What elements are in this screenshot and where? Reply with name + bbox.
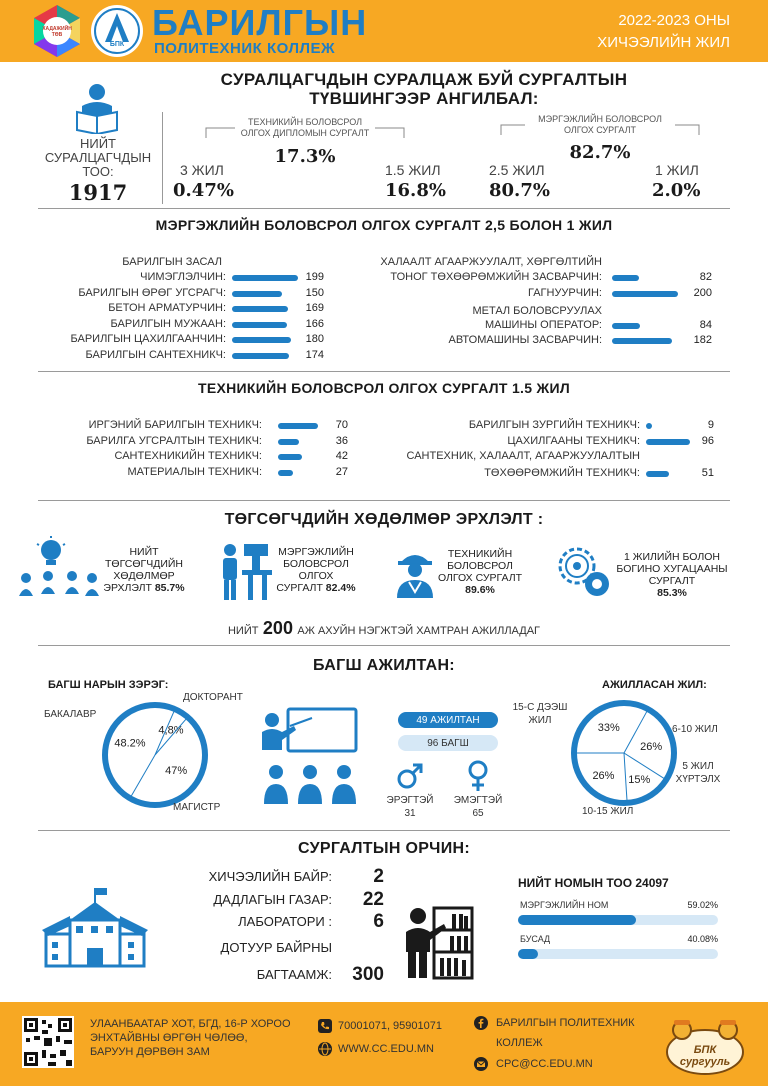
bar-value: 84 [699,319,712,331]
voc-group-label: МЭРГЭЖЛИЙН БОЛОВСРОЛ ОЛГОХ СУРГАЛТ [538,114,662,135]
tech-3y-pct: 0.47% [173,180,234,201]
employment-item-4: 1 ЖИЛИЙН БОЛОН БОГИНО ХУГАЦААНЫ СУРГАЛТ 85.3% [616,551,728,599]
tech-15y-label: 1.5 ЖИЛ [385,162,441,178]
librarian-icon [402,904,474,980]
voc-group-pct: 82.7% [569,142,631,163]
environment-label: ХИЧЭЭЛИЙН БАЙР: [208,869,332,884]
book-label: МЭРГЭЖЛИЙН НОМ [520,900,609,910]
bar-label: МАТЕРИАЛЫН ТЕХНИКЧ: [127,466,262,479]
bar-value: 96 [701,435,714,447]
degree-title: БАГШ НАРЫН ЗЭРЭГ: [48,679,169,691]
book-pct: 40.08% [687,934,718,944]
years-pie-chart [568,697,680,809]
email-icon [474,1057,488,1071]
teachers-pill: 96 БАГШ [398,735,498,751]
bar-fill [612,323,640,329]
bar-label: БАРИЛГЫН МУЖААН: [110,317,226,330]
pie-slice-divider [130,755,155,798]
technical-title: ТЕХНИКИЙН БОЛОВСРОЛ ОЛГОХ СУРГАЛТ 1.5 ЖИЛ [198,380,570,396]
bar-value: 199 [305,271,324,283]
vocational-title: МЭРГЭЖЛИЙН БОЛОВСРОЛ ОЛГОХ СУРГАЛТ 2,5 БОЛОН 1 ЖИЛ [155,217,613,233]
facebook-link[interactable]: БАРИЛГЫН ПОЛИТЕХНИК [496,1017,635,1029]
bar-fill [278,439,299,445]
tech-right-header: САНТЕХНИК, ХАЛААЛТ, АГААРЖУУЛАЛТЫН [406,450,640,462]
pie-slice-label: 48.2% [114,737,146,750]
facebook-link-2[interactable]: КОЛЛЕЖ [496,1037,543,1049]
lightbulb-people-icon [18,536,100,598]
tech-15y-pct: 16.8% [385,180,446,201]
bar-label: БАРИЛГА УГСРАЛТЫН ТЕХНИКЧ: [86,434,262,447]
partners-line: НИЙТ 200 АЖ АХУЙН НЭГЖТЭЙ ХАМТРАН АЖИЛЛАДАГ [227,618,540,638]
environment-value: 6 [373,911,384,932]
brand-subtitle: ПОЛИТЕХНИК КОЛЛЕЖ [154,40,336,57]
qr-code-icon[interactable] [22,1016,74,1068]
voc-1y-pct: 2.0% [652,180,701,201]
academic-year: 2022-2023 ОНЫ [618,12,730,29]
teacher-board-icon [260,706,360,806]
bar-value: 150 [305,286,324,299]
hadaj-logo-text: ХАДАЖИЙН ТӨВ [42,26,72,38]
voc-25y-label: 2.5 ЖИЛ [489,162,545,178]
bar-value: 182 [693,334,712,346]
environment-value: 2 [373,866,384,887]
pie-slice-divider [624,753,627,803]
bar-value: 200 [693,287,712,299]
pie-slice-label: 33% [597,722,620,735]
voc-right-header: ХАЛААЛТ АГААРЖУУЛАЛТ, ХӨРГӨЛТИЙН [380,256,602,268]
pie-slice-label: 47% [165,765,188,778]
brand-title: БАРИЛГЫН [152,2,368,43]
phone-icon [318,1019,332,1033]
voc-right-mid-header: МЕТАЛ БОЛОВСРУУЛАХ [472,305,602,317]
bar-fill [232,353,289,359]
bar-label: БАРИЛГЫН САНТЕХНИКЧ: [85,348,226,361]
book-track [518,949,718,959]
book-fill [518,949,538,959]
bar-label: БАРИЛГЫН ЗУРГИЙН ТЕХНИКЧ: [468,419,640,431]
bar-label: ТОНОГ ТӨХӨӨРӨМЖИЙН ЗАСВАРЧИН: [390,271,602,283]
employment-item-1: НИЙТ ТӨГСӨГЧДИЙН ХӨДӨЛМӨР ЭРХЛЭЛТ 85.7% [103,546,185,594]
email-link[interactable]: CPC@CC.EDU.MN [496,1058,593,1070]
book-fill [518,915,636,925]
bar-label: ЦАХИЛГААНЫ ТЕХНИКЧ: [507,435,640,447]
bar-fill [232,322,287,328]
years-label-over15: 15-С ДЭЭШ ЖИЛ [512,702,568,726]
bar-fill [646,423,652,429]
tech-group-bracket [205,127,405,139]
female-value: 65 [472,808,484,819]
bar-value: 174 [305,348,324,361]
tech-3y-label: 3 ЖИЛ [180,162,224,178]
degree-pie-chart [100,700,210,810]
years-label-upto5: 5 ЖИЛ ХҮРТЭЛХ [675,761,721,785]
college-emblem-text: БПК [109,41,125,48]
male-label: ЭРЭГТЭЙ [386,795,434,806]
machine-operator-icon [218,540,274,602]
books-title: НИЙТ НОМЫН ТОО 24097 [518,876,669,890]
pie-slice-label: 15% [628,773,651,786]
college-emblem-icon [90,4,144,58]
degree-label-master: МАГИСТР [173,802,221,813]
divider-vertical [162,112,163,204]
environment-value: 22 [362,889,384,910]
bar-label: САНТЕХНИКИЙН ТЕХНИКЧ: [114,450,262,463]
bar-value: 70 [335,419,348,431]
bar-fill [612,275,639,281]
total-students-label: НИЙТ СУРАЛЦАГЧДЫН ТОО: [44,136,152,179]
divider-2 [38,371,730,372]
phone-text[interactable]: 70001071, 95901071 [338,1020,442,1032]
pie-slice-label: 26% [640,741,663,754]
environment-label: ДАДЛАГЫН ГАЗАР: [213,892,332,907]
bar-fill [278,454,302,460]
bar-value: 27 [335,466,348,479]
bar-label: БАРИЛГЫН ӨРӨГ УГСРАГЧ: [78,286,226,299]
facebook-icon [474,1016,488,1030]
bar-label: ИРГЭНИЙ БАРИЛГЫН ТЕХНИКЧ: [88,419,262,431]
staff-title: БАГШ АЖИЛТАН: [313,657,455,674]
gears-icon [555,546,615,600]
degree-label-doctorate: ДОКТОРАНТ [183,692,243,703]
female-label: ЭМЭГТЭЙ [453,795,503,806]
environment-title: СУРГАЛТЫН ОРЧИН: [298,840,470,857]
bar-fill [612,291,678,297]
years-label-6-10: 6-10 ЖИЛ [672,724,718,735]
degree-label-bachelor: БАКАЛАВР [44,709,97,720]
tech-group-label: ТЕХНИКИЙН БОЛОВСРОЛ ОЛГОХ ДИПЛОМЫН СУРГАЛТ [240,117,370,138]
bar-value: 82 [699,271,712,283]
academic-year-sub: ХИЧЭЭЛИЙН ЖИЛ [597,34,730,51]
years-label-10-15: 10-15 ЖИЛ [582,806,634,817]
environment-label: ЛАБОРАТОРИ : [238,914,332,929]
bar-label: МАШИНЫ ОПЕРАТОР: [484,319,602,331]
bar-value: 36 [335,434,348,447]
bar-label: БЕТОН АРМАТУРЧИН: [108,302,226,314]
bar-label: ЧИМЭГЛЭЛЧИН: [140,271,226,283]
divider-4 [38,645,730,646]
classification-title-1: СУРАЛЦАГЧДЫН СУРАЛЦАЖ БУЙ СУРГАЛТЫН [220,70,628,89]
female-icon [466,760,490,792]
environment-label: БАГТААМЖ: [256,967,332,982]
bar-value: 9 [707,419,714,431]
bar-label: БАРИЛГЫН ЦАХИЛГААНЧИН: [70,333,226,345]
employment-item-3: ТЕХНИКИЙН БОЛОВСРОЛ ОЛГОХ СУРГАЛТ 89.6% [437,548,523,596]
school-building-icon [40,886,150,968]
male-value: 31 [404,808,416,819]
address-block: УЛААНБААТАР ХОТ, БГД, 16-Р ХОРОО ЭНХТАЙВНЫ ӨРГӨН ЧӨЛӨӨ, БАРУУН ДӨРВӨН ЗАМ [90,1018,291,1058]
tech-group-pct: 17.3% [274,146,336,167]
mascot-logo-text: БПК сургууль [679,1044,731,1068]
bar-fill [646,439,690,445]
book-label: БУСАД [520,934,551,944]
pie-slice-label: 4,8% [158,724,184,737]
bar-fill [612,338,672,344]
globe-icon [318,1042,332,1056]
divider-5 [38,830,730,831]
bar-value: 169 [305,302,324,314]
employment-title: ТӨГСӨГЧДИЙН ХӨДӨЛМӨР ЭРХЛЭЛТ : [224,511,544,528]
voc-group-bracket [500,124,700,136]
bar-fill [232,337,291,343]
bar-fill [232,306,288,312]
pie-slice-label: 26% [592,769,615,782]
voc-1y-label: 1 ЖИЛ [655,162,699,178]
bar-value: 166 [305,317,324,330]
bar-value: 51 [701,467,714,479]
bar-fill [232,275,298,281]
years-title: АЖИЛЛАСАН ЖИЛ: [602,679,707,691]
bar-value: 42 [335,450,348,463]
student-reading-icon [74,82,120,134]
website-link[interactable]: WWW.CC.EDU.MN [338,1043,434,1055]
footer-bar [0,1002,768,1086]
employees-pill: 49 АЖИЛТАН [398,712,498,728]
bar-fill [278,470,293,476]
bar-label: ТӨХӨӨРӨМЖИЙН ТЕХНИКЧ: [484,467,640,479]
bar-fill [646,471,669,477]
voc-25y-pct: 80.7% [489,180,550,201]
male-icon [396,762,424,790]
voc-left-header: БАРИЛГЫН ЗАСАЛ [122,256,222,268]
divider-1 [38,208,730,209]
environment-value: 300 [352,964,384,985]
bar-value: 180 [305,333,324,345]
classification-title-2: ТҮВШИНГЭЭР АНГИЛБАЛ: [309,89,539,108]
header-bar [0,0,768,62]
total-students-value: 1917 [68,180,128,205]
book-pct: 59.02% [687,900,718,910]
bar-label: АВТОМАШИНЫ ЗАСВАРЧИН: [448,334,602,346]
bar-label: ГАГНУУРЧИН: [527,287,602,299]
divider-3 [38,500,730,501]
environment-label: ДОТУУР БАЙРНЫ [220,940,332,955]
employment-item-2: МЭРГЭЖЛИЙН БОЛОВСРОЛ ОЛГОХ СУРГАЛТ 82.4% [276,546,356,594]
bar-fill [232,291,282,297]
